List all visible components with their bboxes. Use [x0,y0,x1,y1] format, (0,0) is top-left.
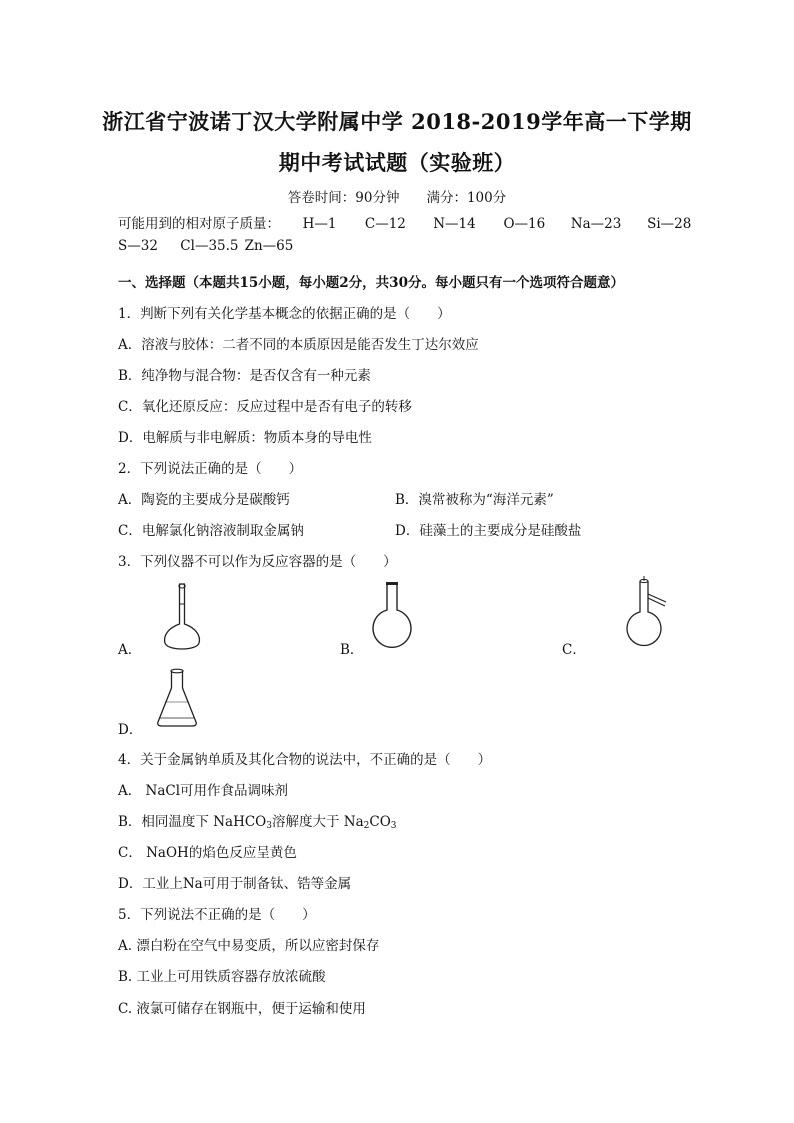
q3-option-d-label: D． [118,722,143,738]
q3-option-b-label: B． [340,642,364,658]
q5-option-b: B. 工业上可用铁质容器存放浓硫酸 [118,969,326,985]
distillation-flask-icon [622,578,670,652]
atomic-mass-intro: 可能用到的相对原子质量： [118,216,280,232]
q2-option-c: C．电解氯化钠溶液制取金属钠 [118,523,304,539]
q5-option-c: C. 液氯可储存在钢瓶中，便于运输和使用 [118,1001,366,1017]
q2-option-a: A．陶瓷的主要成分是碳酸钙 [118,492,290,508]
atomic-mass-c: C—12 [364,216,406,232]
q4-option-b [118,810,397,831]
atomic-mass-si: Si—28 [647,216,692,232]
atomic-mass-h: H—1 [302,216,337,232]
q3-option-a-label: A． [118,642,142,658]
atomic-mass-row-1 [118,212,705,232]
q4-option-b-sub-1: 3 [266,821,272,831]
section-heading: 一、选择题（本题共15小题，每小题2分，共30分。每小题只有一个选项符合题意） [118,275,624,291]
atomic-mass-zn: Zn—65 [244,238,294,254]
atomic-mass-o: O—16 [503,216,546,232]
q1-option-a: A．溶液与胶体：二者不同的本质原因是能否发生丁达尔效应 [118,337,479,353]
title-line-2: 期中考试试题（实验班） [278,150,516,175]
q4-stem: 4．关于金属钠单质及其化合物的说法中，不正确的是（ ） [118,752,492,768]
q2-option-d: D．硅藻土的主要成分是硅酸盐 [395,523,582,539]
q3-stem: 3．下列仪器不可以作为反应容器的是（ ） [118,554,397,570]
atomic-mass-cl: Cl—35.5 [180,238,239,254]
q4-option-b-text-2: 溶解度大于 Na [271,814,364,830]
q4-option-b-text-3: CO [369,814,391,830]
title-line-1: 浙江省宁波诺丁汉大学附属中学 2018-2019学年高一下学期 [102,109,692,134]
q3-option-c-label: C． [562,642,586,658]
round-bottom-flask-icon [370,580,414,652]
q4-option-d: D．工业上Na可用于制备钛、锆等金属 [118,876,352,892]
q5-stem: 5．下列说法不正确的是（ ） [118,907,316,923]
atomic-mass-s: S—32 [118,238,158,254]
q1-option-b: B．纯净物与混合物：是否仅含有一种元素 [118,368,371,384]
q1-stem: 1．判断下列有关化学基本概念的依据正确的是（ ） [118,306,451,322]
q4-option-b-sub-3: 3 [390,821,397,831]
q4-option-b-text-1: B．相同温度下 NaHCO [118,814,267,830]
q1-option-d: D．电解质与非电解质：物质本身的导电性 [118,430,372,446]
q2-stem: 2．下列说法正确的是（ ） [118,461,303,477]
atomic-mass-row-2 [118,238,303,254]
atomic-mass-na: Na—23 [570,216,622,232]
volumetric-flask-icon [160,582,204,654]
atomic-mass-n: N—14 [433,216,476,232]
erlenmeyer-flask-icon [155,668,199,728]
q4-option-a: A． NaCl可用作食品调味剂 [118,783,289,799]
q4-option-c: C． NaOH的焰色反应呈黄色 [118,845,297,861]
exam-info: 答卷时间：90分钟 满分：100分 [287,190,507,206]
q2-option-b: B．溴常被称为“海洋元素” [395,492,554,508]
q1-option-c: C．氧化还原反应：反应过程中是否有电子的转移 [118,399,412,415]
q4-option-b-sub-2: 2 [363,821,370,831]
q5-option-a: A. 漂白粉在空气中易变质，所以应密封保存 [118,938,380,954]
